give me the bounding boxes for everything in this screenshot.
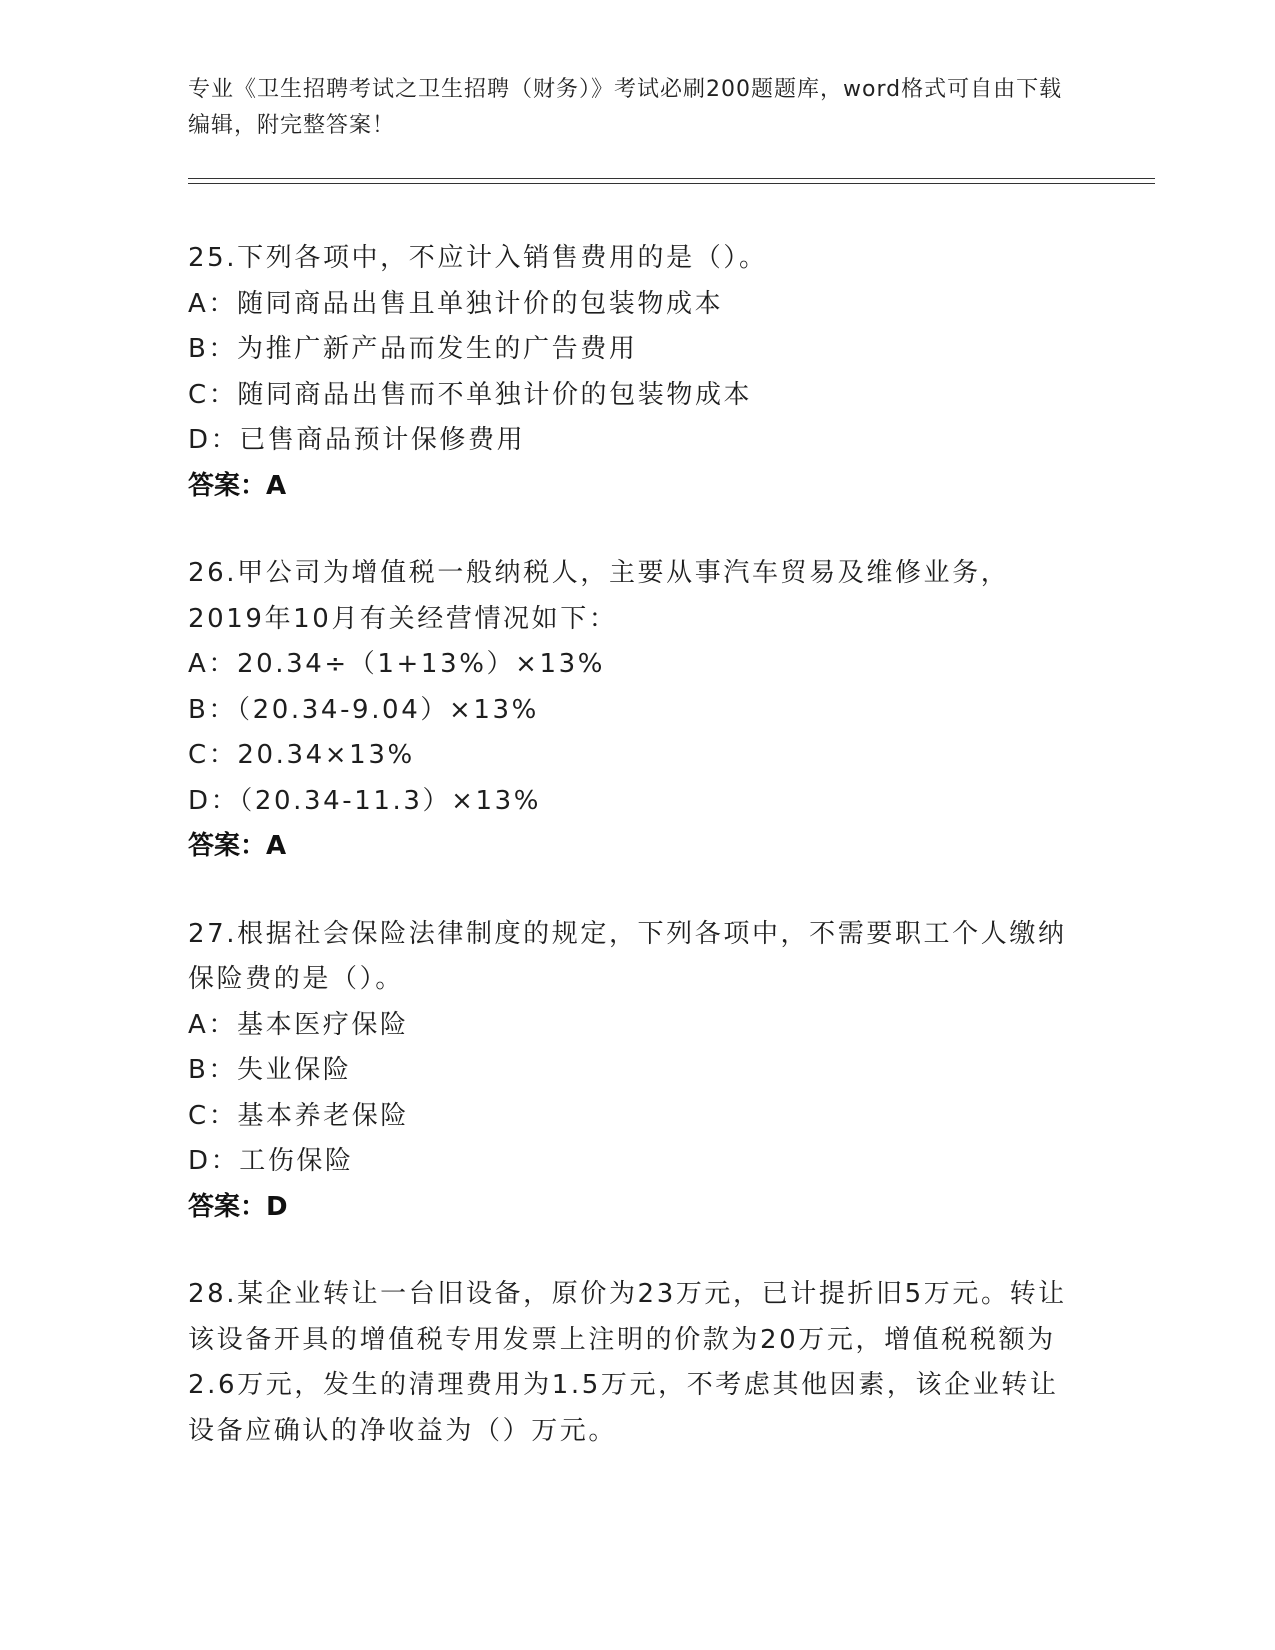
question-stem: 28.某企业转让一台旧设备，原价为23万元，已计提折旧5万元。转让该设备开具的增值税专用发票上注明的价款为20万元，增值税税额为2.6万元，发生的清理费用为1.5万元，不考虑其他因素，该企业转让设备应确认的净收益为（）万元。 xyxy=(188,1279,1067,1446)
option-b: B：失业保险 xyxy=(188,1055,352,1085)
option-b: B：为推广新产品而发生的广告费用 xyxy=(188,334,638,364)
answer: 答案：A xyxy=(188,831,287,861)
question-25 xyxy=(188,236,1078,509)
option-d: D：已售商品预计保修费用 xyxy=(188,425,526,455)
option-d: D：工伤保险 xyxy=(188,1146,354,1176)
answer: 答案：D xyxy=(188,1191,288,1222)
answer: 答案：A xyxy=(188,470,287,501)
option-b: B：（20.34-9.04）×13% xyxy=(188,694,539,725)
option-d: D：（20.34-11.3）×13% xyxy=(188,785,542,816)
header-divider-top xyxy=(188,178,1155,179)
option-a: A：基本医疗保险 xyxy=(188,1009,409,1040)
option-a: A：20.34÷（1+13%）×13% xyxy=(188,649,606,679)
question-28 xyxy=(188,1272,1078,1454)
question-26 xyxy=(188,551,1078,870)
question-stem: 27.根据社会保险法律制度的规定，下列各项中，不需要职工个人缴纳保险费的是（）。 xyxy=(188,918,1067,994)
option-c: C：20.34×13% xyxy=(188,740,415,770)
question-27 xyxy=(188,912,1078,1231)
option-c: C：基本养老保险 xyxy=(188,1100,409,1131)
option-c: C：随同商品出售而不单独计价的包装物成本 xyxy=(188,379,753,410)
header-divider-bottom xyxy=(188,183,1155,184)
question-stem: 25.下列各项中，不应计入销售费用的是（）。 xyxy=(188,243,768,273)
question-stem: 26.甲公司为增值税一般纳税人，主要从事汽车贸易及维修业务，2019年10月有关经营情况如下： xyxy=(188,558,1010,634)
question-list xyxy=(188,236,1078,1496)
document-header: 专业《卫生招聘考试之卫生招聘（财务）》考试必刷200题题库，word格式可自由下载编辑，附完整答案！ xyxy=(188,77,1063,138)
option-a: A：随同商品出售且单独计价的包装物成本 xyxy=(188,288,724,319)
